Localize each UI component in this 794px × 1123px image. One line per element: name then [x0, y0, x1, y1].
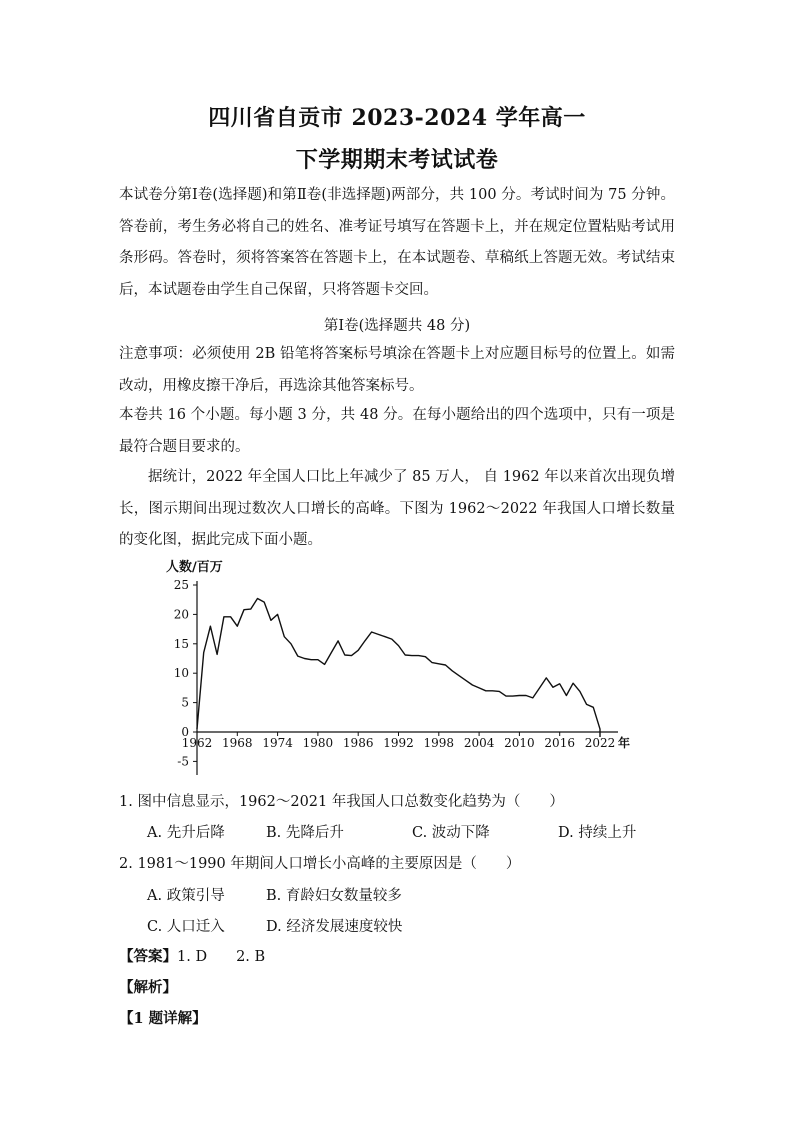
x-tick-label: 2016	[544, 736, 575, 750]
y-tick-label: 5	[181, 695, 189, 710]
x-tick-label: 2010	[504, 736, 535, 750]
answer-label: 【答案】	[119, 948, 177, 965]
q2-option-a: A. 政策引导	[147, 888, 225, 904]
x-tick-label: 2004	[463, 736, 495, 750]
y-axis-label: 人数/百万	[166, 560, 223, 575]
q1-option-a: A. 先升后降	[147, 825, 225, 841]
x-tick-label: 1980	[302, 736, 334, 750]
x-tick-label: 1992	[383, 736, 414, 750]
x-tick-label: 2022	[584, 736, 616, 750]
x-axis-unit: 年	[618, 736, 631, 750]
q1-option-c: C. 波动下降	[412, 825, 490, 841]
section-title: 第Ⅰ卷(选择题共 48 分)	[323, 318, 471, 334]
notice-paragraph: 注意事项：必须使用 2B 铅笔将答案标号填涂在答题卡上对应题目标号的位置上。如需改动，用橡皮擦干净后，再选涂其他答案标号。	[119, 346, 675, 394]
detail-label: 【1 题详解】	[119, 1010, 207, 1027]
q1-option-b: B. 先降后升	[266, 825, 344, 841]
x-tick-label: 1998	[423, 736, 455, 750]
population-growth-chart	[160, 553, 640, 783]
q1-option-d: D. 持续上升	[558, 825, 637, 841]
exam-title: 四川省自贡市 2023-2024 学年高一	[208, 105, 586, 131]
rules-paragraph: 本卷共 16 个小题。每小题 3 分，共 48 分。在每小题给出的四个选项中，只有一项是最符合题目要求的。	[119, 407, 675, 455]
y-tick-label: -5	[177, 754, 189, 769]
population-growth-line	[197, 599, 600, 738]
q2-option-c: C. 人口迁入	[147, 919, 225, 935]
x-tick-label: 1962	[181, 736, 213, 750]
answer-text: 1. D 2. B	[177, 949, 266, 965]
y-tick-label: 10	[173, 666, 189, 681]
y-tick-label: 0	[181, 725, 189, 739]
y-tick-label: 15	[173, 636, 189, 651]
analysis-label: 【解析】	[119, 979, 177, 996]
material-paragraph: 据统计，2022 年全国人口比上年减少了 85 万人， 自 1962 年以来首次出现负增长，图示期间出现过数次人口增长的高峰。下图为 1962～2022 年我国人口增长数量的变化图，据此完成下面小题。	[119, 469, 675, 548]
y-tick-label: 20	[173, 607, 189, 622]
intro-paragraph: 本试卷分第Ⅰ卷(选择题)和第Ⅱ卷(非选择题)两部分，共 100 分。考试时间为 75 分钟。答卷前，考生务必将自己的姓名、准考证号填写在答题卡上，并在规定位置粘贴考试用条形码。答卷时，须将答案答在答题卡上，在本试题卷、草稿纸上答题无效。考试结束后，本试题卷由学生自己保留，只将答题卡交回。	[119, 187, 675, 298]
exam-subtitle: 下学期期末考试试卷	[295, 147, 499, 173]
x-tick-label: 1974	[262, 736, 293, 750]
question-1: 1. 图中信息显示，1962～2021 年我国人口总数变化趋势为（ ）	[119, 794, 564, 810]
q2-option-b: B. 育龄妇女数量较多	[266, 888, 402, 904]
q2-option-d: D. 经济发展速度较快	[266, 919, 403, 935]
answer-line	[119, 945, 265, 966]
question-2: 2. 1981～1990 年期间人口增长小高峰的主要原因是（ ）	[119, 856, 521, 872]
y-tick-label: 25	[173, 578, 189, 592]
x-tick-label: 1968	[222, 736, 253, 750]
x-tick-label: 1986	[342, 736, 374, 750]
